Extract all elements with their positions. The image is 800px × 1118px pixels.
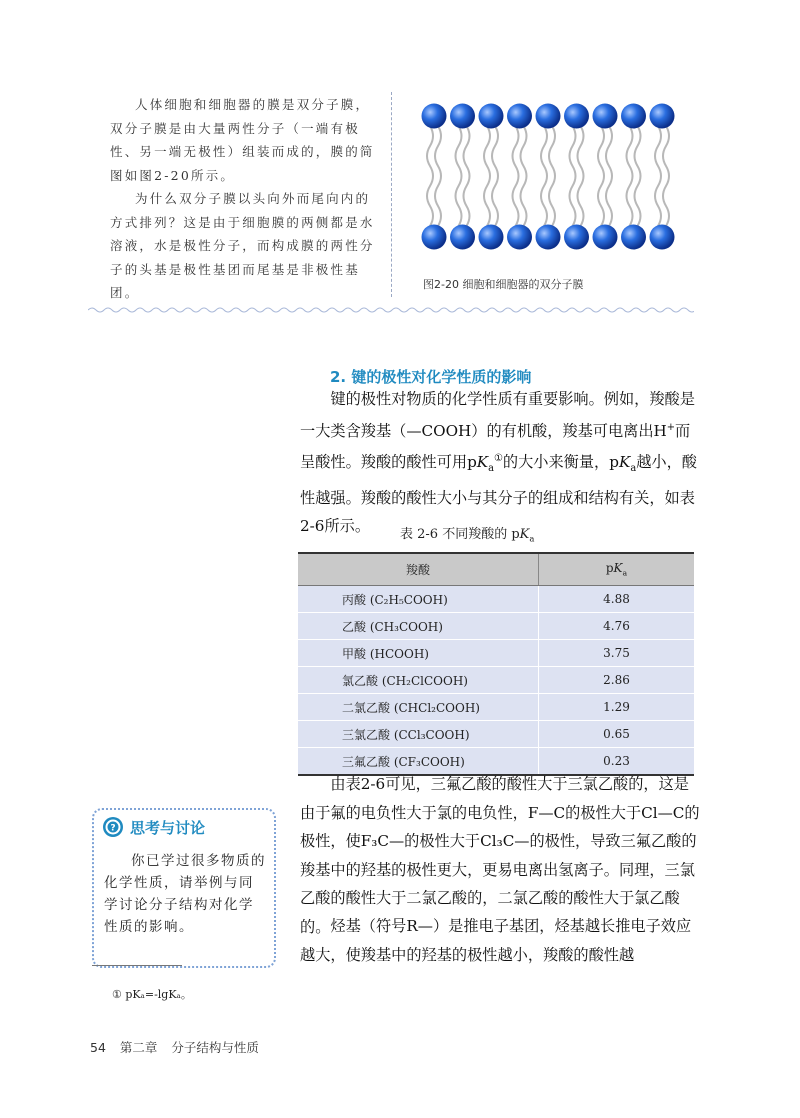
lipid-tail [513, 126, 519, 226]
acid-name-cell: 甲酸 (HCOOH) [298, 640, 539, 667]
table-caption-a: a [529, 533, 535, 544]
note-divider [391, 92, 392, 297]
explanation-text: 由表2-6可见，三氟乙酸的酸性大于三氯乙酸的，这是由于氟的电负性大于氯的电负性，F—C的极性大于Cl—C的极性，使F₃C—的极性大于Cl₃C—的极性，导致三氟乙酸的羧基中的羟基的极性更大，更易电离出氢离子。同理，三氯乙酸的酸性大于二氯乙酸的，二氯乙酸的酸性大于氯乙酸的。 [300, 775, 700, 936]
pka-value-cell: 3.75 [539, 640, 695, 667]
lipid-head [536, 104, 561, 129]
membrane-note [110, 93, 378, 305]
section-heading: 2. 键的极性对化学性质的影响 [330, 368, 532, 386]
acid-name-cell: 乙酸 (CH₃COOH) [298, 613, 539, 640]
table-row [298, 721, 694, 748]
intro-paragraph [300, 385, 700, 541]
lipid-head [593, 104, 618, 129]
pka-value-cell: 0.23 [539, 748, 695, 776]
intro-text-3: 的大小来衡量，p [502, 453, 619, 472]
lipid-head [536, 225, 561, 250]
chapter-title: 分子结构与性质 [171, 1040, 259, 1055]
lipid-head [422, 104, 447, 129]
header-acid: 羧酸 [298, 553, 539, 586]
lipid-head [422, 225, 447, 250]
lipid-head [479, 104, 504, 129]
lipid-tail [492, 126, 498, 226]
pka-value-cell: 2.86 [539, 667, 695, 694]
wave-divider [88, 305, 694, 315]
acid-name-cell: 三氟乙酸 (CF₃COOH) [298, 748, 539, 776]
table-row [298, 613, 694, 640]
lipid-tail [435, 126, 441, 226]
footnote-mark: ① [494, 453, 503, 465]
intro-text-1: 键的极性对物质的化学性质有重要影响。例如，羧酸是一大类含羧基（—COOH）的有机酸，羧基可电离出H [300, 390, 695, 440]
table-row [298, 586, 694, 613]
hydrocarbon-paragraph [300, 912, 700, 969]
membrane-note-paragraph-2: 为什么双分子膜以头向外而尾向内的方式排列？这是由于细胞膜的两侧都是水溶液，水是极性分子，而构成膜的两性分子的头基是极性基团而尾基是非极性基团。 [110, 191, 375, 300]
k-symbol: K [476, 453, 489, 472]
lipid-head [479, 225, 504, 250]
header-pka-p: p [605, 561, 614, 576]
think-discuss-title [102, 816, 205, 838]
lipid-tail [598, 126, 604, 226]
lipid-tail [464, 126, 470, 226]
lipid-tail [627, 126, 633, 226]
acid-name-cell: 氯乙酸 (CH₂ClCOOH) [298, 667, 539, 694]
lipid-head [593, 225, 618, 250]
acid-name-cell: 二氯乙酸 (CHCl₂COOH) [298, 694, 539, 721]
table-header-row [298, 553, 694, 586]
page-number: 54 [90, 1040, 106, 1055]
hydrocarbon-text: 烃基（符号R—）是推电子基团，烃基越长推电子效应越大，使羧基中的羟基的极性越小，羧酸的酸性越 [300, 917, 692, 964]
pka-value-cell: 1.29 [539, 694, 695, 721]
lipid-head [507, 225, 532, 250]
pka-value-cell: 0.65 [539, 721, 695, 748]
lipid-head [564, 225, 589, 250]
header-pka [539, 553, 695, 586]
lipid-tail [484, 126, 490, 226]
bilayer-membrane-figure [412, 96, 682, 256]
page-footer [90, 1038, 269, 1056]
footnote-rule [92, 965, 182, 966]
lipid-tail [521, 126, 527, 226]
lipid-tail [456, 126, 462, 226]
lipid-tail [655, 126, 661, 226]
chapter-label: 第二章 [119, 1040, 158, 1055]
think-title-text: 思考与讨论 [130, 818, 206, 837]
table-row [298, 640, 694, 667]
lipid-head [507, 104, 532, 129]
pka-value-cell: 4.88 [539, 586, 695, 613]
lipid-head [450, 225, 475, 250]
k-symbol-2: K [618, 453, 631, 472]
acid-name-cell: 丙酸 (C₂H₅COOH) [298, 586, 539, 613]
lipid-tail [570, 126, 576, 226]
membrane-note-paragraph-1: 人体细胞和细胞器的膜是双分子膜，双分子膜是由大量两性分子（一端有极性、另一端无极性）组装而成的，膜的简图如图2-20所示。 [110, 97, 375, 183]
footnote: ① pKₐ=-lgKₐ。 [112, 988, 192, 1001]
lipid-tail [635, 126, 641, 226]
lipid-tail [427, 126, 433, 226]
table-row [298, 667, 694, 694]
a-subscript: a [488, 463, 495, 475]
lipid-tail [541, 126, 547, 226]
intro-text-2: 而呈酸性。羧酸的酸性可用p [300, 421, 691, 472]
table-caption-k: K [519, 527, 530, 542]
lipid-tail [578, 126, 584, 226]
lipid-head [621, 225, 646, 250]
pka-value-cell: 4.76 [539, 613, 695, 640]
lipid-tail [606, 126, 612, 226]
lipid-head [564, 104, 589, 129]
figure-caption: 图2-20 细胞和细胞器的双分子膜 [423, 278, 584, 291]
lipid-head [621, 104, 646, 129]
lipid-head [650, 225, 675, 250]
table-body [298, 586, 694, 776]
header-pka-a: a [622, 568, 628, 578]
h-plus-sup: + [666, 421, 676, 433]
pka-table [298, 552, 694, 776]
lipid-head [650, 104, 675, 129]
question-icon [102, 816, 124, 838]
table-caption-prefix: 表 2-6 不同羧酸的 p [400, 527, 520, 542]
table-row [298, 694, 694, 721]
lipid-tail [663, 126, 669, 226]
acid-name-cell: 三氯乙酸 (CCl₃COOH) [298, 721, 539, 748]
a-subscript-2: a [630, 463, 637, 475]
header-pka-k: K [613, 561, 623, 576]
svg-text:?: ? [110, 823, 116, 834]
lipid-head [450, 104, 475, 129]
table-caption [400, 523, 534, 544]
think-discuss-body: 你已学过很多物质的化学性质，请举例与同学讨论分子结构对化学性质的影响。 [104, 853, 266, 935]
lipid-tail [549, 126, 555, 226]
intro-text-4: 越小，酸性越强。羧酸的酸性大小与其分子的组成和结构有关，如表2-6所示。 [300, 453, 697, 536]
